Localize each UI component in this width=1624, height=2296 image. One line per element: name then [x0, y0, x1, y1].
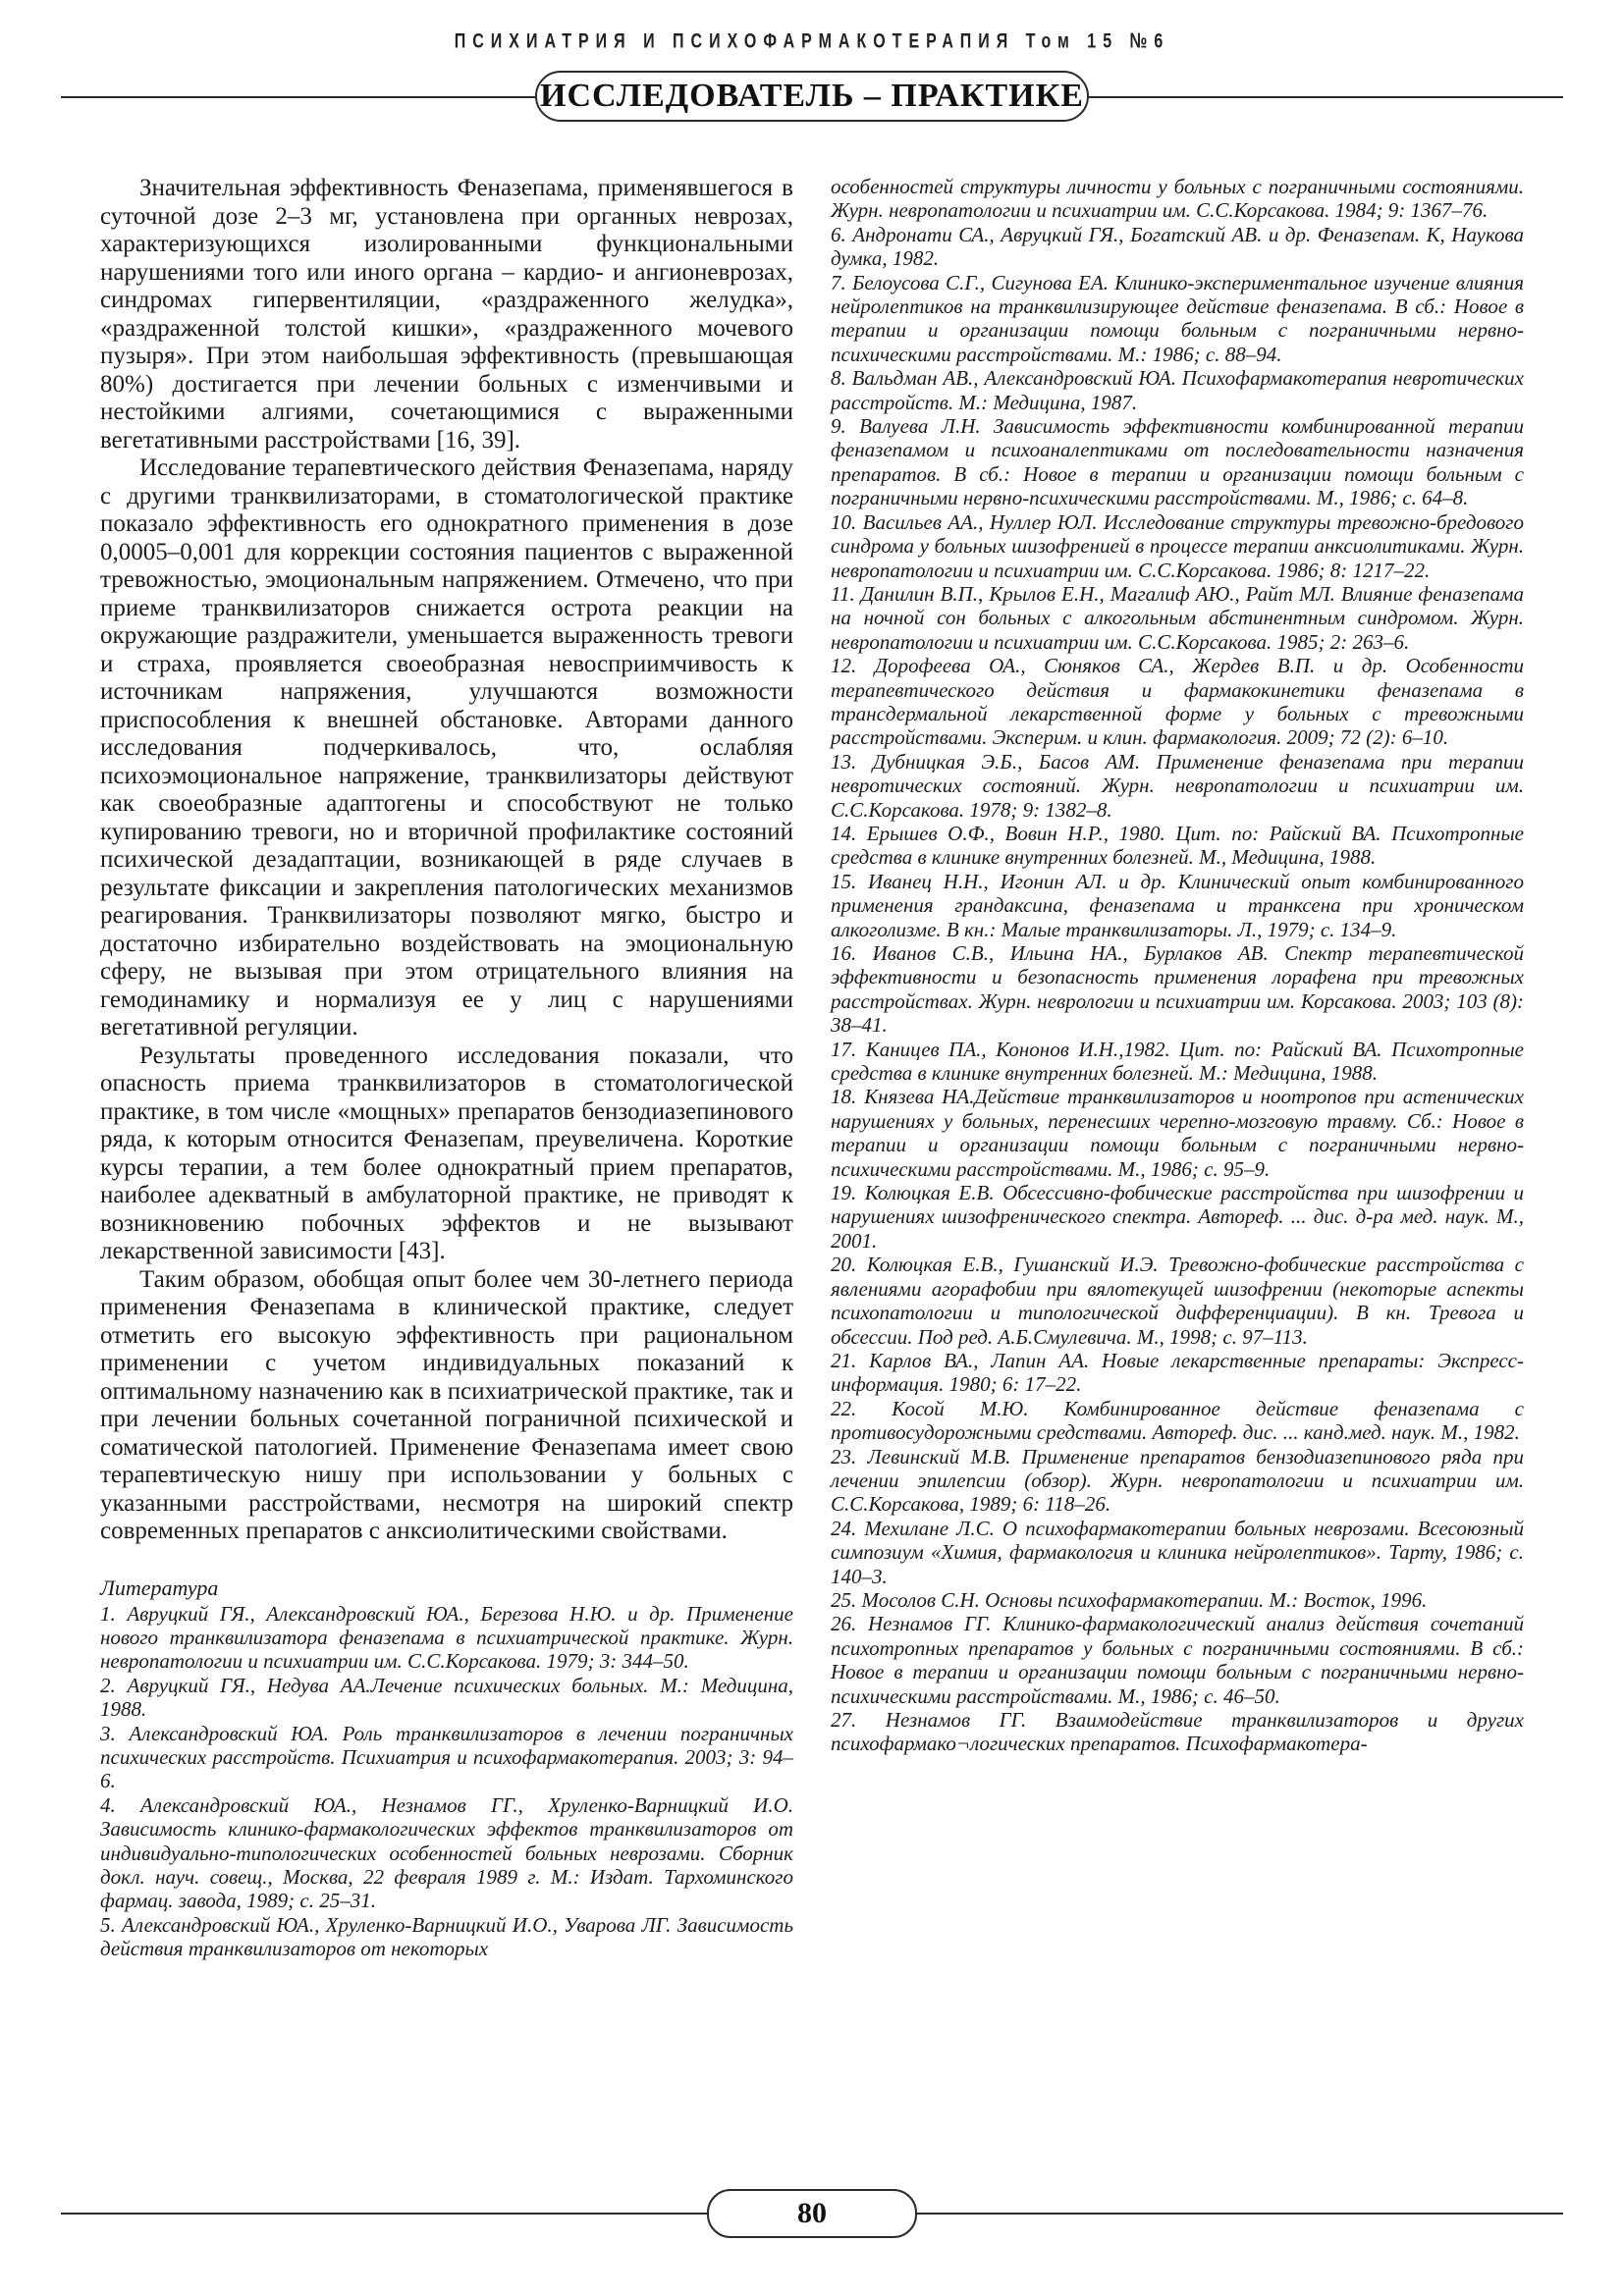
reference-item: 12. Дорофеева ОА., Сюняков СА., Жердев В.П. и др. Особенности терапевтического действия и фармакокинетики феназепама в трансдермальной лекарственной форме у больных с тревожными расстройствами. Эксперим. и клин. фармакология. 2009; 72 (2): 6–10. [831, 654, 1524, 750]
reference-item: 14. Ерышев О.Ф., Вовин Н.Р., 1980. Цит. по: Райский ВА. Психотропные средства в клинике внутренних болезней. М., Медицина, 1988. [831, 821, 1524, 870]
left-column [100, 175, 793, 1961]
reference-item: 24. Мехилане Л.С. О психофармакотерапии больных неврозами. Всесоюзный симпозиум «Химия, фармакология и клиника нейролептиков». Тарту, 1986; с. 140–3. [831, 1516, 1524, 1588]
reference-item: 21. Карлов ВА., Лапин АА. Новые лекарственные препараты: Экспресс-информация. 1980; 6: 17–22. [831, 1348, 1524, 1397]
page-number-pill [707, 2189, 917, 2238]
reference-item: 23. Левинский М.В. Применение препаратов бензодиазепинового ряда при лечении эпилепсии (обзор). Журн. невропатологии и психиатрии им. С.С.Корсакова, 1989; 6: 118–26. [831, 1444, 1524, 1517]
reference-item: 16. Иванов С.В., Ильина НА., Бурлаков АВ. Спектр терапевтической эффективности и безопасность применения лорафена при тревожных расстройствах. Журн. неврологии и психиатрии им. Корсакова. 2003; 103 (8): 38–41. [831, 941, 1524, 1038]
running-head [0, 0, 1624, 51]
reference-item: 7. Белоусова С.Г., Сигунова ЕА. Клинико-экспериментальное изучение влияния нейролептиков на транквилизирующее действие феназепама. В сб.: Новое в терапии и организации помощи больным с пограничными нервно-психическими расстройствами. М.: 1986; с. 88–94. [831, 270, 1524, 366]
reference-item: 27. Незнамов ГГ. Взаимодействие транквилизаторов и других психофармако¬логических препаратов. Психофармакотера- [831, 1708, 1524, 1756]
reference-item: 25. Мосолов С.Н. Основы психофармакотерапии. М.: Восток, 1996. [831, 1587, 1428, 1612]
page-number: 80 [797, 2197, 827, 2229]
article-paragraph: Результаты проведенного исследования показали, что опасность приема транквилизаторов в стоматологической практике, в том числе «мощных» препаратов бензодиазепинового ряда, к которым относится Феназепам, преувеличена. Короткие курсы терапии, а тем более однократный прием препаратов, наиболее адекватный в амбулаторной практике, не приводят к возникновению побочных эффектов и не вызывают лекарственной зависимости [43]. [100, 1041, 793, 1264]
reference-item: 11. Данилин В.П., Крылов Е.Н., Магалиф АЮ., Райт МЛ. Влияние феназепама на ночной сон больных с алкогольным абстинентным синдромом. Журн. невропатологии и психиатрии им. С.С.Корсакова. 1985; 2: 263–6. [831, 581, 1524, 654]
reference-item-continuation: особенностей структуры личности у больных с пограничными состояниями. Журн. невропатологии и психиатрии им. С.С.Корсакова. 1984; 9: 1367–76. [831, 175, 1524, 223]
reference-item: 19. Колюцкая Е.В. Обсессивно-фобические расстройства при шизофрении и нарушениях шизофренического спектра. Автореф. ... дис. д-ра мед. наук. М., 2001. [831, 1181, 1524, 1253]
reference-item: 18. Князева НА.Действие транквилизаторов и ноотропов при астенических нарушениях у больных, перенесших черепно-мозговую травму. Сб.: Новое в терапии и организации помощи больным с пограничными нервно-психическими расстройствами. М., 1986; с. 95–9. [831, 1085, 1524, 1181]
right-column [831, 175, 1524, 1961]
running-head-text: ПСИХИАТРИЯ И ПСИХОФАРМАКОТЕРАПИЯ Том 15 №6 [454, 29, 1170, 53]
banner-pill [535, 71, 1089, 122]
reference-item: 1. Авруцкий ГЯ., Александровский ЮА., Березова Н.Ю. и др. Применение нового транквилизатора феназепама в психиатрической практике. Журн. невропатологии и психиатрии им. С.С.Корсакова. 1979; 3: 344–50. [100, 1601, 793, 1674]
article-paragraph: Таким образом, обобщая опыт более чем 30-летнего периода применения Феназепама в клинической практике, следует отметить его высокую эффективность при рациональном применении с учетом индивидуальных показаний к оптимальному назначению как в психиатрической практике, так и при лечении больных сочетанной пограничной психической и соматической патологией. Применение Феназепама имеет свою терапевтическую нишу при использовании у больных с указанными расстройствами, несмотря на широкий спектр современных препаратов с анксиолитическими свойствами. [100, 1265, 793, 1544]
reference-item: 17. Каницев ПА., Кононов И.Н.,1982. Цит. по: Райский ВА. Психотропные средства в клинике внутренних болезней. М.: Медицина, 1988. [831, 1037, 1524, 1086]
reference-item: 4. Александровский ЮА., Незнамов ГГ., Хруленко-Варницкий И.О. Зависимость клинико-фармакологических эффектов транквилизаторов от индивидуально-типологических особенностей больных неврозами. Сборник докл. науч. совещ., Москва, 22 февраля 1989 г. М.: Издат. Тархоминского фармац. завода, 1989; с. 25–31. [100, 1792, 793, 1913]
reference-item: 22. Косой М.Ю. Комбинированное действие феназепама с противосудорожными средствами. Автореф. дис. ... канд.мед. наук. М., 1982. [831, 1396, 1524, 1445]
article-paragraph: Исследование терапевтического действия Феназепама, наряду с другими транквилизаторами, в стоматологической практике показало эффективность его однократного применения в дозе 0,0005–0,001 для коррекции состояния пациентов с выраженной тревожностью, эмоциональным напряжением. Отмечено, что при приеме транквилизаторов снижается острота реакции на окружающие раздражители, уменьшается выраженность тревоги и страха, проявляется своеобразная невосприимчивость к источникам напряжения, улучшаются возможности приспособления к внешней обстановке. Авторами данного исследования подчеркивалось, что, ослабляя психоэмоциональное напряжение, транквилизаторы действуют как своеобразные адаптогены и способствуют не только купированию тревоги, но и вторичной профилактике состояний психической дезадаптации, возникающей в ряде случаев в результате фиксации и закрепления патологических механизмов реагирования. Транквилизаторы позволяют мягко, быстро и достаточно избирательно воздействовать на эмоциональную сферу, не вызывая при этом отрицательного влияния на гемодинамику и нормализуя ее у лиц с нарушениями вегетативной регуляции. [100, 454, 793, 1041]
reference-item: 20. Колюцкая Е.В., Гушанский И.Э. Тревожно-фобические расстройства с явлениями агорафобии при вялотекущей шизофрении (некоторые аспекты психопатологии и типологической дифференциации). В кн. Тревога и обсессии. Под ред. А.Б.Смулевича. М., 1998; с. 97–113. [831, 1253, 1524, 1349]
article-paragraph: Значительная эффективность Феназепама, применявшегося в суточной дозе 2–3 мг, установлена при органных неврозах, характеризующихся изолированными функциональными нарушениями того или иного органа – кардио- и ангионеврозах, синдромах гипервентиляции, «раздраженного желудка», «раздраженной толстой кишки», «раздраженного мочевого пузыря». При этом наибольшая эффективность (превышающая 80%) достигается при лечении больных с изменчивыми и нестойкими алгиями, сочетающимися с выраженными вегетативными расстройствами [16, 39]. [100, 175, 793, 454]
reference-item: 9. Валуева Л.Н. Зависимость эффективности комбинированной терапии феназепамом и психоаналептиками от последовательности назначения препаратов. В сб.: Новое в терапии и организации помощи больным с пограничными нервно-психическими расстройствами. М., 1986; с. 64–8. [831, 414, 1524, 510]
section-banner [61, 71, 1563, 122]
reference-item: 3. Александровский ЮА. Роль транквилизаторов в лечении пограничных психических расстройств. Психиатрия и психофармакотерапия. 2003; 3: 94–6. [100, 1721, 793, 1793]
article-body [0, 175, 1624, 1961]
page-footer [61, 2187, 1563, 2238]
section-title: ИССЛЕДОВАТЕЛЬ – ПРАКТИКЕ [540, 78, 1084, 114]
reference-item: 6. Андронати СА., Авруцкий ГЯ., Богатский АВ. и др. Феназепам. К, Наукова думка, 1982. [831, 222, 1524, 271]
reference-item: 26. Незнамов ГГ. Клинико-фармакологический анализ действия сочетаний психотропных препаратов у больных с пограничными состояниями. В сб.: Новое в терапии и организации помощи больным с пограничными нервно-психическими расстройствами. М., 1986; с. 46–50. [831, 1612, 1524, 1708]
reference-item: 5. Александровский ЮА., Хруленко-Варницкий И.О., Уварова ЛГ. Зависимость действия транквилизаторов от некоторых [100, 1912, 793, 1961]
reference-item: 15. Иванец Н.Н., Игонин АЛ. и др. Клинический опыт комбинированного применения грандаксина, феназепама и транксена при хроническом алкоголизме. В кн.: Малые транквилизаторы. Л., 1979; с. 134–9. [831, 869, 1524, 941]
reference-item: 8. Вальдман АВ., Александровский ЮА. Психофармакотерапия невротических расстройств. М.: Медицина, 1987. [831, 366, 1524, 414]
reference-item: 2. Авруцкий ГЯ., Недува АА.Лечение психических больных. М.: Медицина, 1988. [100, 1673, 793, 1722]
reference-item: 10. Васильев АА., Нуллер ЮЛ. Исследование структуры тревожно-бредового синдрома у больных шизофренией в процессе терапии анксиолитиками. Журн. невропатологии и психиатрии им. С.С.Корсакова. 1986; 8: 1217–22. [831, 509, 1524, 582]
references-heading: Литература [100, 1575, 219, 1600]
reference-item: 13. Дубницкая Э.Б., Басов АМ. Применение феназепама при терапии невротических состояний. Журн. невропатологии и психиатрии им. С.С.Корсакова. 1978; 9: 1382–8. [831, 749, 1524, 822]
